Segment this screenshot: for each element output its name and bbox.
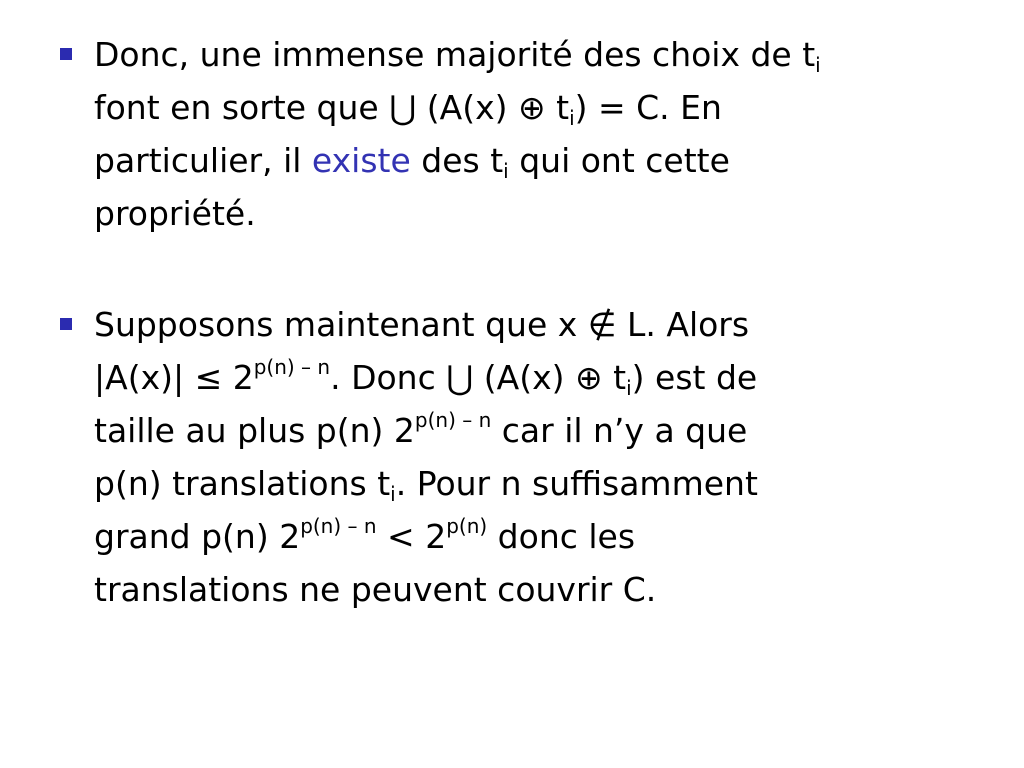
bullet-2-line-1 [94,298,990,351]
text-run: des t [410,141,504,180]
bullet-1-line-1 [94,28,990,81]
text-run: propriété. [94,194,256,233]
text-run: . Pour n suffisamment [395,464,758,503]
bullet-2-line-3 [94,404,990,457]
superscript: p(n) – n [300,514,377,538]
bullet-2-line-6 [94,563,990,616]
bullet-item-2 [60,298,990,616]
bullet-list [60,28,990,616]
square-bullet-icon [60,318,72,330]
text-run: ) = C. En [574,88,722,127]
bullet-2-line-4 [94,457,990,510]
text-run: |A(x)| ≤ 2 [94,358,254,397]
union-symbol: ⋃ [446,358,474,397]
bullet-2-line-5 [94,510,990,563]
text-run: < 2 [376,517,447,556]
text-run: font en sorte que [94,88,390,127]
text-run: particulier, il [94,141,312,180]
bullet-1-line-3 [94,134,990,187]
square-bullet-icon [60,48,72,60]
text-run: (A(x) ⊕ t [416,88,570,127]
text-run: ) est de [631,358,758,397]
text-run: (A(x) ⊕ t [473,358,627,397]
text-run: grand p(n) 2 [94,517,301,556]
text-run: Supposons maintenant que x ∉ L. Alors [94,305,750,344]
text-run: translations ne peuvent couvrir C. [94,570,657,609]
subscript: i [390,482,396,506]
bullet-1-line-2 [94,81,990,134]
superscript: p(n) – n [253,355,331,379]
superscript: p(n) – n [414,408,492,432]
subscript: i [815,53,821,77]
subscript: i [503,159,509,183]
bullet-2-line-2 [94,351,990,404]
text-run: car il n’y a que [491,411,748,450]
text-run: taille au plus p(n) 2 [94,411,415,450]
text-run: . Donc [330,358,447,397]
bullet-item-1 [60,28,990,240]
bullet-1-line-4 [94,187,990,240]
superscript: p(n) [446,514,488,538]
subscript: i [626,376,632,400]
text-run: Donc, une immense majorité des choix de t [94,35,816,74]
highlighted-word: existe [311,141,411,180]
text-run: p(n) translations t [94,464,391,503]
text-run: qui ont cette [508,141,730,180]
text-run: donc les [487,517,636,556]
subscript: i [569,106,575,130]
union-symbol: ⋃ [389,88,417,127]
